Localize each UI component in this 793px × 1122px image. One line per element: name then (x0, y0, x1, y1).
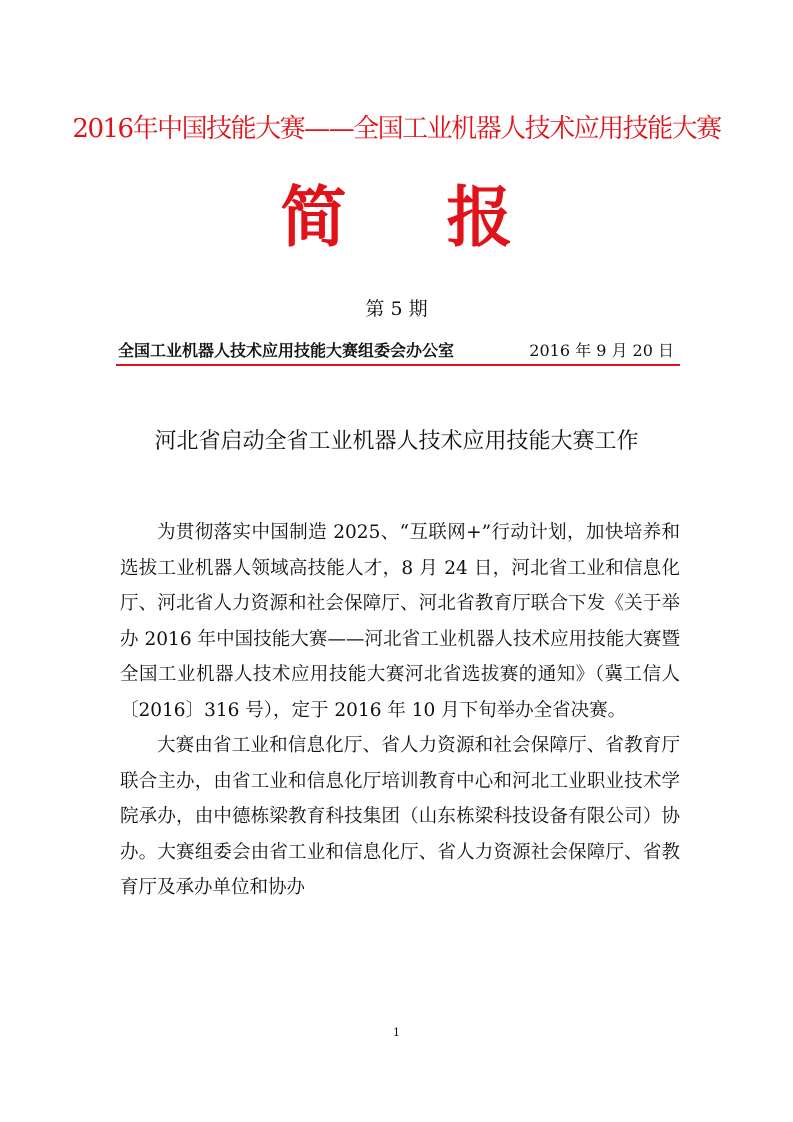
issue-date: 2016 年 9 月 20 日 (529, 341, 674, 360)
article-paragraph-2: 大赛由省工业和信息化厅、省人力资源和社会保障厅、省教育厅联合主办，由省工业和信息化厅培训教育中心和河北工业职业技术学院承办，由中德栋梁教育科技集团（山东栋梁科技设备有限公司）协办。大赛组委会由省工业和信息化厅、省人力资源社会保障厅、省教育厅及承办单位和协办 (120, 735, 680, 898)
document-type-char-2: 报 (446, 179, 513, 256)
document-type-heading (0, 178, 793, 258)
issue-number: 第 5 期 (365, 298, 428, 320)
document-type-char-1: 简 (280, 179, 347, 256)
article-paragraph-1: 为贯彻落实中国制造 2025、“互联网+”行动计划，加快培养和选拔工业机器人领域高技能人才，8 月 24 日，河北省工业和信息化厅、河北省人力资源和社会保障厅、河北省教育厅联合下发《关于举办 2016 年中国技能大赛——河北省工业机器人技术应用技能大赛暨全国工业机器人技术应用技能大赛河北省选拔赛的通知》（冀工信人〔2016〕316 号），定于 2016 年 10 月下旬举办全省决赛。 (120, 522, 680, 721)
issuer-name: 全国工业机器人技术应用技能大赛组委会办公室 (118, 341, 455, 360)
header-divider (116, 364, 680, 366)
event-title: 2016年中国技能大赛——全国工业机器人技术应用技能大赛 (72, 114, 721, 144)
article-body (120, 515, 680, 906)
page-number: 1 (393, 1026, 400, 1039)
article-title: 河北省启动全省工业机器人技术应用技能大赛工作 (154, 429, 639, 454)
